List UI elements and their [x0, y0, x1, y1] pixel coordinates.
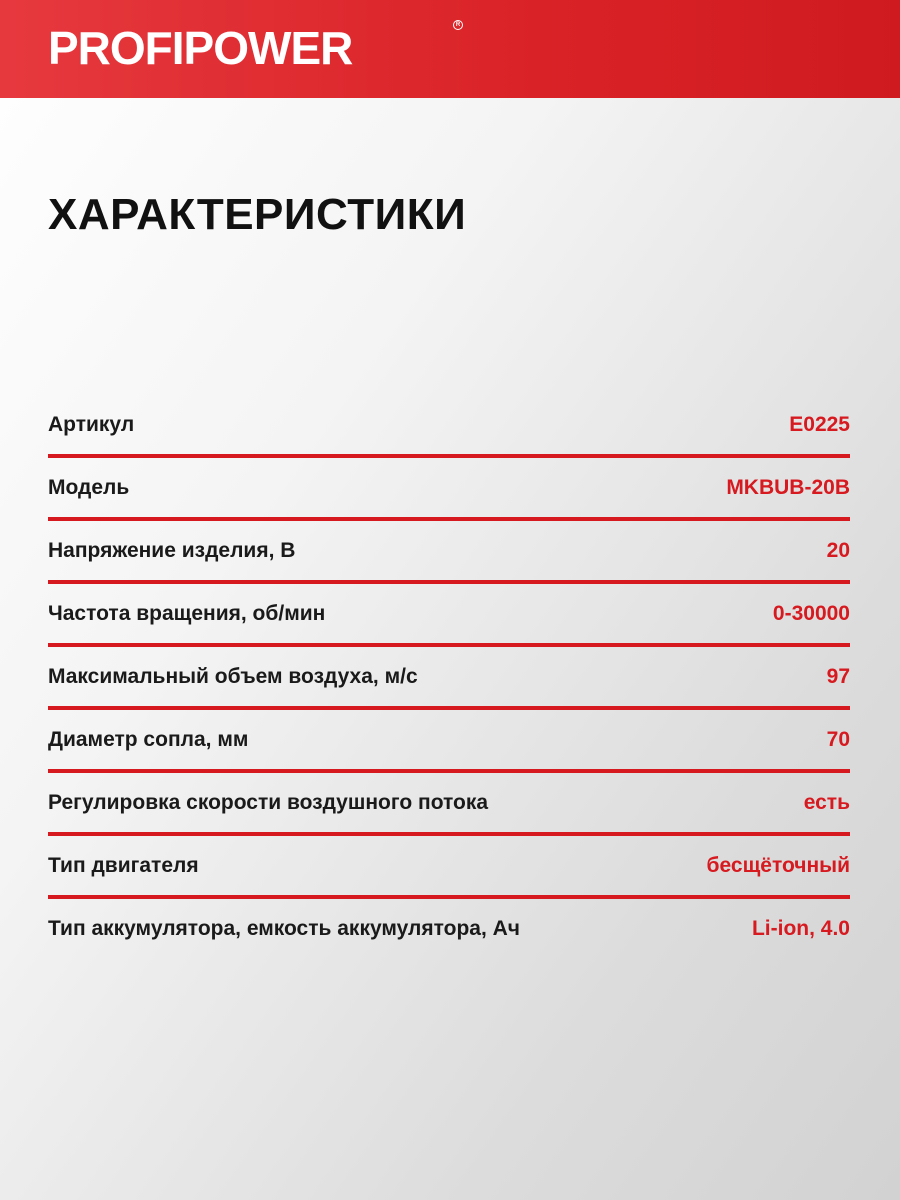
spec-row	[48, 773, 850, 836]
spec-row	[48, 584, 850, 647]
spec-label: Модель	[48, 476, 130, 499]
spec-value: бесщёточный	[706, 854, 850, 877]
spec-value: есть	[803, 791, 850, 814]
spec-row	[48, 647, 850, 710]
spec-row	[48, 836, 850, 899]
header-banner	[0, 0, 900, 98]
brand-logo: PROFIPOWER	[48, 22, 353, 74]
spec-value: 97	[826, 665, 850, 688]
spec-value: E0225	[789, 413, 850, 436]
spec-value: 0-30000	[772, 602, 850, 625]
spec-label: Частота вращения, об/мин	[48, 602, 326, 625]
spec-row	[48, 899, 850, 962]
spec-label: Артикул	[48, 413, 135, 436]
spec-label: Диаметр сопла, мм	[48, 728, 249, 751]
page-title: ХАРАКТЕРИСТИКИ	[48, 190, 467, 239]
spec-label: Максимальный объем воздуха, м/с	[48, 665, 418, 688]
spec-label: Напряжение изделия, В	[48, 539, 296, 562]
spec-row	[48, 395, 850, 458]
spec-table	[48, 395, 850, 962]
spec-row	[48, 521, 850, 584]
spec-row	[48, 458, 850, 521]
spec-value: 70	[826, 728, 850, 751]
spec-value: MKBUB-20B	[726, 476, 850, 499]
spec-label: Тип двигателя	[48, 854, 199, 877]
spec-label: Тип аккумулятора, емкость аккумулятора, Ач	[48, 917, 520, 940]
spec-value: 20	[826, 539, 850, 562]
spec-label: Регулировка скорости воздушного потока	[48, 791, 489, 814]
registered-mark-icon: R	[453, 20, 463, 30]
spec-value: Li-ion, 4.0	[751, 917, 850, 940]
spec-row	[48, 710, 850, 773]
